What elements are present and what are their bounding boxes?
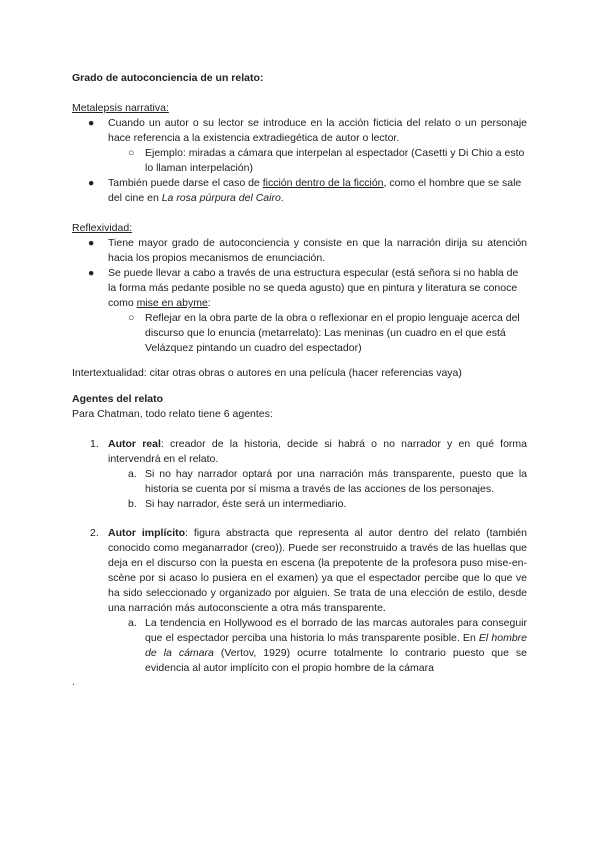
- reflexividad-bullet-1: [88, 236, 527, 266]
- bullet-marker: ●: [88, 267, 95, 279]
- ficcion-link[interactable]: ficción dentro de la ficción: [262, 177, 384, 189]
- agentes-item-2a-pre: La tendencia en Hollywood es el borrado de las marcas autorales para conseguir que el espectador perciba una historia lo más transparente posible. En: [145, 617, 527, 644]
- metalepsis-bullet-1: [88, 116, 527, 146]
- agentes-item-1: [90, 437, 528, 467]
- trailing-period: .: [72, 676, 75, 688]
- reflexividad-bullet-2-pre: Se puede llevar a cabo a través de una estructura especular (está señora si no habla de la forma más pedante posible no se queda agusto) que en pintura y literatura se conoce como: [108, 267, 519, 309]
- film-title-rosa: La rosa púrpura del Cairo: [161, 192, 281, 204]
- bullet-marker: ●: [88, 177, 95, 189]
- mise-en-abyme-term: mise en abyme: [136, 297, 208, 309]
- agentes-item-2a-end: (Vertov, 1929) ocurre totalmente lo contrario puesto que se evidencia al autor implícito con el propio hombre de la cámara: [145, 647, 527, 674]
- reflexividad-bullet-1-text: Tiene mayor grado de autoconciencia y consiste en que la narración dirija su atención hacia los propios mecanismos de enunciación.: [108, 237, 527, 264]
- bullet-marker: ●: [88, 117, 95, 129]
- metalepsis-heading: Metalepsis narrativa:: [72, 102, 169, 114]
- film-title-hombre-camara: El hombre de la cámara: [145, 632, 527, 659]
- metalepsis-sub-bullet-text: Ejemplo: miradas a cámara que interpelan al espectador (Casetti y Di Chio a esto lo llaman interpelación): [145, 147, 525, 174]
- reflexividad-sub-bullet-text: Reflejar en la obra parte de la obra o reflexionar en el propio lenguaje acerca del discurso que lo enuncia (metarrelato): Las meninas (un cuadro en el que está Velázquez pintando un cuadro del espectador): [145, 312, 520, 354]
- agentes-item-2: [90, 526, 527, 616]
- reflexividad-heading: Reflexividad:: [72, 222, 133, 234]
- autor-real-label: Autor real: [108, 438, 161, 450]
- agentes-item-1a: [128, 467, 527, 497]
- bullet-marker: ●: [88, 237, 95, 249]
- agentes-item-2a: [128, 616, 527, 676]
- metalepsis-sub-bullet: [128, 146, 527, 176]
- agentes-intro: Para Chatman, todo relato tiene 6 agentes:: [72, 408, 273, 420]
- metalepsis-bullet-2-end: .: [280, 192, 284, 204]
- list-number: 1.: [90, 438, 99, 450]
- intertextualidad-line: Intertextualidad: citar otras obras o autores en una película (hacer referencias vaya): [72, 367, 462, 379]
- metalepsis-bullet-2: [88, 176, 527, 206]
- list-letter: a.: [128, 617, 137, 629]
- agentes-item-1a-text: Si no hay narrador optará por una narración más transparente, puesto que la historia se cuenta por sí misma a través de las acciones de los personajes.: [145, 468, 527, 495]
- autor-implicito-text: : figura abstracta que representa al autor dentro del relato (también conocido como meganarrador (creo)). Puede ser reconstruido a través de las huellas que deja en el discurso con la puesta en escena (la prepotente de la profesora puso mise-en-scène por si acaso lo pusiera en el examen) ya que el espectador percibe que lo que ve ha sido seleccionado y organizado por alguien. Se trata de una elección de estilo, desde una narración más autoconsciente a otra más transparente.: [108, 527, 527, 614]
- sub-bullet-marker: ○: [128, 147, 135, 159]
- metalepsis-bullet-2-pre: También puede darse el caso de: [108, 177, 263, 189]
- metalepsis-bullet-2-mid: , como el hombre que se sale del cine en: [108, 177, 522, 204]
- agentes-item-1b: [128, 497, 527, 512]
- reflexividad-bullet-2-end: :: [207, 297, 211, 309]
- list-letter: a.: [128, 468, 137, 480]
- list-letter: b.: [128, 498, 137, 510]
- autor-real-text: : creador de la historia, decide si habrá o no narrador y en qué forma intervendrá en el relato.: [108, 438, 528, 465]
- reflexividad-sub-bullet: [128, 311, 527, 356]
- document-title: Grado de autoconciencia de un relato:: [72, 72, 264, 84]
- metalepsis-bullet-1-text: Cuando un autor o su lector se introduce en la acción ficticia del relato o un personaje hace referencia a la existencia extradiegética de autor o lector.: [108, 117, 527, 144]
- agentes-item-1b-text: Si hay narrador, éste será un intermediario.: [145, 498, 347, 510]
- reflexividad-bullet-2: [88, 266, 527, 311]
- sub-bullet-marker: ○: [128, 312, 135, 324]
- agentes-heading: Agentes del relato: [72, 393, 164, 405]
- list-number: 2.: [90, 527, 99, 539]
- autor-implicito-label: Autor implícito: [108, 527, 186, 539]
